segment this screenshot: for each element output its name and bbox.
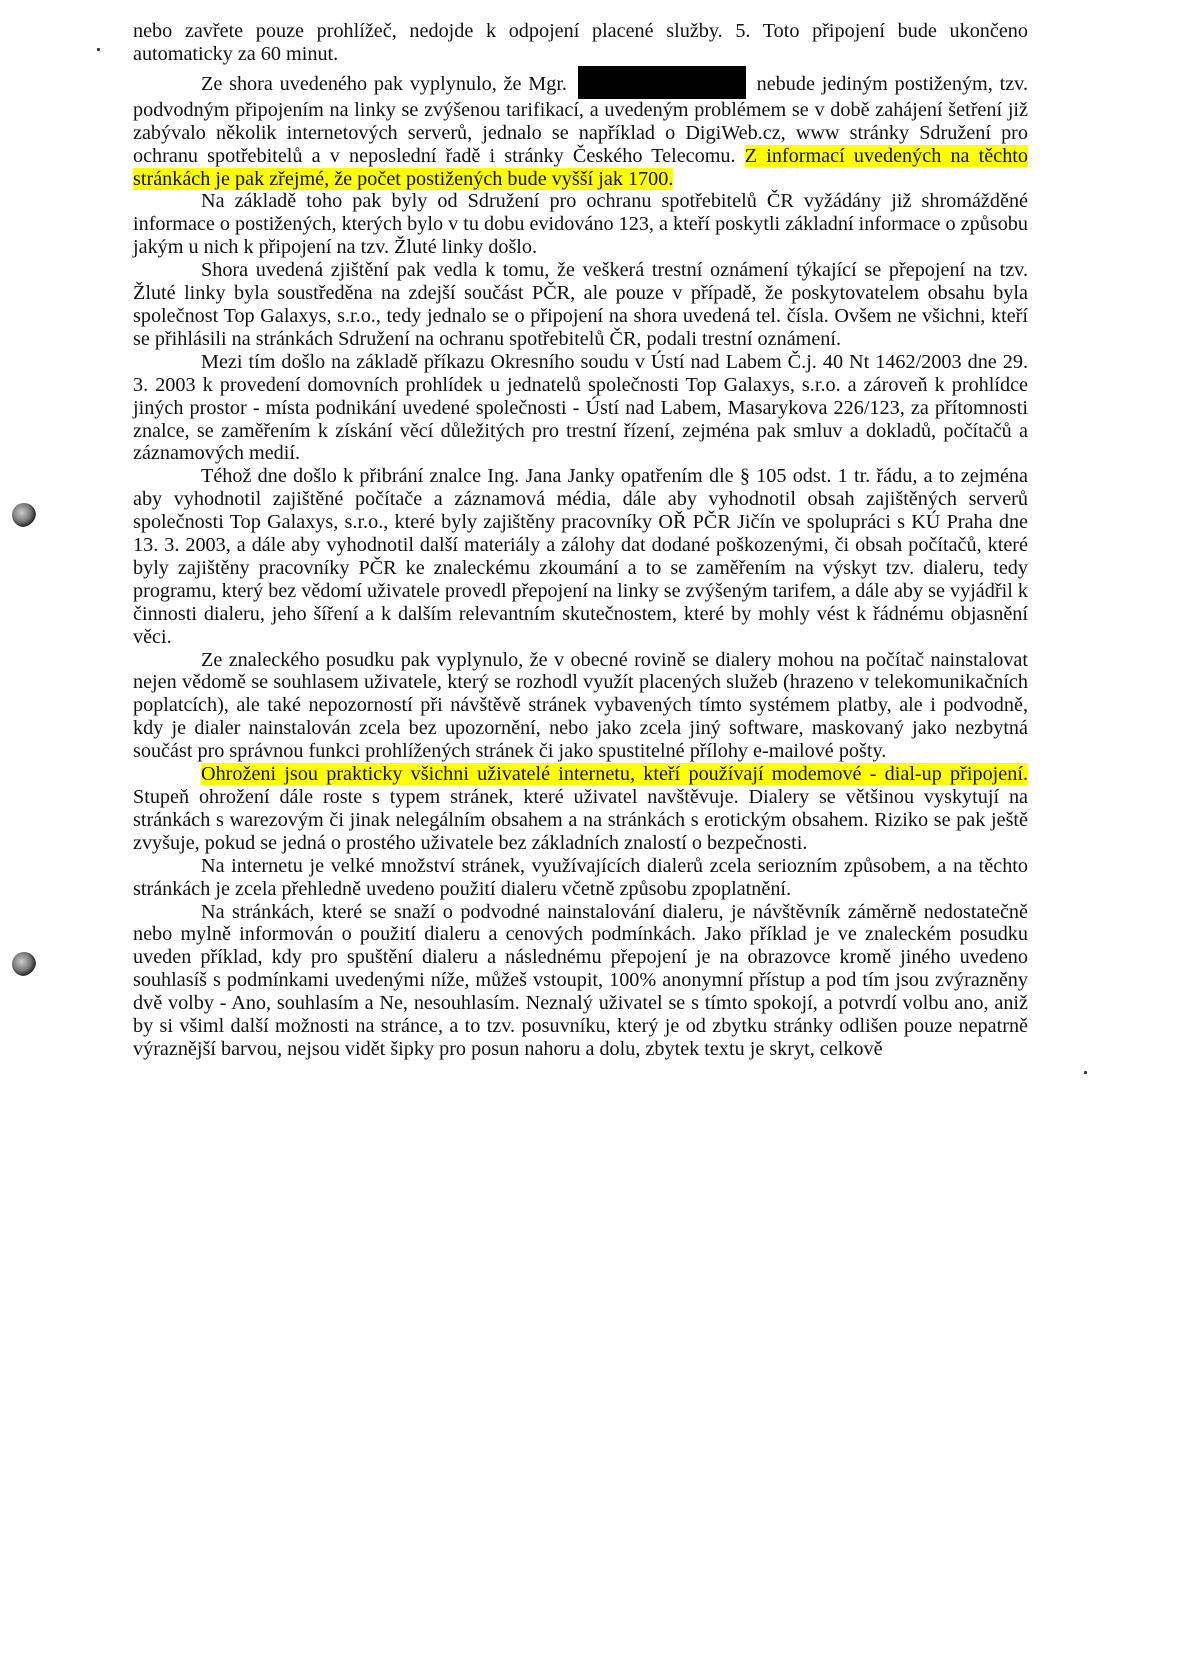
- paragraph-1: [133, 66, 1028, 191]
- redacted-name: [578, 66, 746, 99]
- paragraph-7-rest: Stupeň ohrožení dále roste s typem stránek, které uživatel navštěvuje. Dialery se většinou vyskytují na stránkách s warezovým či jinak nelegálním obsahem a na stránkách s erotickým obsahem. Riziko se pak ještě zvyšuje, pokud se jedná o prostého uživatele bez základních znalostí o bezpečnosti.: [133, 786, 1028, 854]
- highlighted-text: Z informací uvedených na těchto stránkách je pak zřejmé, že počet postižených bude vyšší jak 1700.: [133, 144, 1028, 190]
- scan-speck: [1084, 1071, 1087, 1074]
- paragraph-4: Mezi tím došlo na základě příkazu Okresního soudu v Ústí nad Labem Č.j. 40 Nt 1462/2003 dne 29. 3. 2003 k provedení domovních prohlídek u jednatelů společnosti Top Galaxys, s.r.o. a zároveň k prohlídce jiných prostor - místa podnikání uvedené společnosti - Ústí nad Labem, Masarykova 226/123, za přítomnosti znalce, se zaměřením k získání věcí důležitých pro trestní řízení, zejména pak smluv a dokladů, počítačů a záznamových medií.: [133, 350, 1028, 465]
- paragraph-7: [133, 763, 1028, 855]
- paragraph-8: Na internetu je velké množství stránek, využívajících dialerů zcela seriozním způsobem, a na těchto stránkách je zcela přehledně uvedeno použití dialeru včetně způsobu zpoplatnění.: [133, 854, 1028, 900]
- text-after-redaction: nebude jediným postiženým, tzv. podvodným připojením na linky se zvýšenou tarifikací, a uvedeným problémem se v době zahájení šetření již zabývalo několik internetových serverů, jednalo se například o DigiWeb.cz, www stránky Sdružení pro ochranu spotřebitelů a v neposlední řadě i stránky Českého Telecomu.: [133, 72, 1028, 167]
- text-before-redaction: Ze shora uvedeného pak vyplynulo, že Mgr.: [201, 72, 567, 95]
- scan-speck: [97, 48, 100, 51]
- paragraph-3: Shora uvedená zjištění pak vedla k tomu, že veškerá trestní oznámení týkající se přepojení na tzv. Žluté linky byla soustředěna na zdejší součást PČR, ale pouze v případě, že poskytovatelem obsahu byla společnost Top Galaxys, s.r.o., tedy jednalo se o připojení na shora uvedená tel. čísla. Ovšem ne všichni, kteří se přihlásili na stránkách Sdružení na ochranu spotřebitelů ČR, podali trestní oznámení.: [133, 259, 1028, 350]
- hole-punch-mark-icon: [12, 503, 36, 527]
- paragraph-9: Na stránkách, které se snaží o podvodné nainstalování dialeru, je návštěvník záměrně nedostatečně nebo mylně informován o použití dialeru a cenových podmínkách. Jako příklad je ve znaleckém posudku uveden příklad, kdy pro spuštění dialeru a následnému přepojení je na obrazovce kromě jiného uvedeno souhlasíš s podmínkami uvedenými níže, můžeš vstoupit, 100% anonymní přístup a pod tím jsou zvýrazněny dvě volby - Ano, souhlasím a Ne, nesouhlasím. Neznalý uživatel se s tímto spokojí, a potvrdí volbu ano, aniž by si všiml další možnosti na stránce, a to tzv. posuvníku, který je od zbytku stránky odlišen pouze nepatrně výraznější barvou, nejsou vidět šipky pro posun nahoru a dolu, zbytek textu je skryt, celkově: [133, 900, 1028, 1060]
- highlighted-text: Ohroženi jsou prakticky všichni uživatelé internetu, kteří používají modemové - dial-up připojení.: [201, 763, 1028, 786]
- hole-punch-mark-icon: [12, 952, 36, 976]
- paragraph-6: Ze znaleckého posudku pak vyplynulo, že v obecné rovině se dialery mohou na počítač nainstalovat nejen vědomě se souhlasem uživatele, který se rozhodl využít placených služeb (hrazeno v telekomunikačních poplatcích), ale také nepozorností při návštěvě stránek vybavených tímto systémem platby, ale i podvodně, kdy je dialer nainstalován zcela bez upozornění, nebo jako zcela jiný software, maskovaný jako nezbytná součást pro správnou funkci prohlížených stránek či jako spustitelné přílohy e-mailové pošty.: [133, 648, 1028, 763]
- paragraph-2: Na základě toho pak byly od Sdružení pro ochranu spotřebitelů ČR vyžádány již shromážděné informace o postižených, kterých bylo v tu dobu evidováno 123, a kteří poskytli základní informace o způsobu jakým u nich k připojení na tzv. Žluté linky došlo.: [133, 190, 1028, 259]
- paragraph-5: Téhož dne došlo k přibrání znalce Ing. Jana Janky opatřením dle § 105 odst. 1 tr. řádu, a to zejména aby vyhodnotil zajištěné počítače a záznamová média, dále aby vyhodnotil obsah zajištěných serverů společnosti Top Galaxys, s.r.o., které byly zajištěny pracovníky OŘ PČR Jičín ve spolupráci s KÚ Praha dne 13. 3. 2003, a dále aby vyhodnotil další materiály a zálohy dat dodané poškozenými, či obsah počítačů, které byly zajištěny pracovníky PČR ke znaleckému zkoumání a to se zaměřením na výskyt tzv. dialeru, tedy programu, který bez vědomí uživatele provedl přepojení na linky se zvýšeným tarifem, a dále aby se vyjádřil k činnosti dialeru, jeho šíření a k dalším relevantním skutečnostem, které by mohly vést k řádnému objasnění věci.: [133, 465, 1028, 648]
- paragraph-intro: nebo zavřete pouze prohlížeč, nedojde k odpojení placené služby. 5. Toto připojení bude ukončeno automaticky za 60 minut.: [133, 20, 1028, 65]
- document-page: [133, 20, 1028, 1061]
